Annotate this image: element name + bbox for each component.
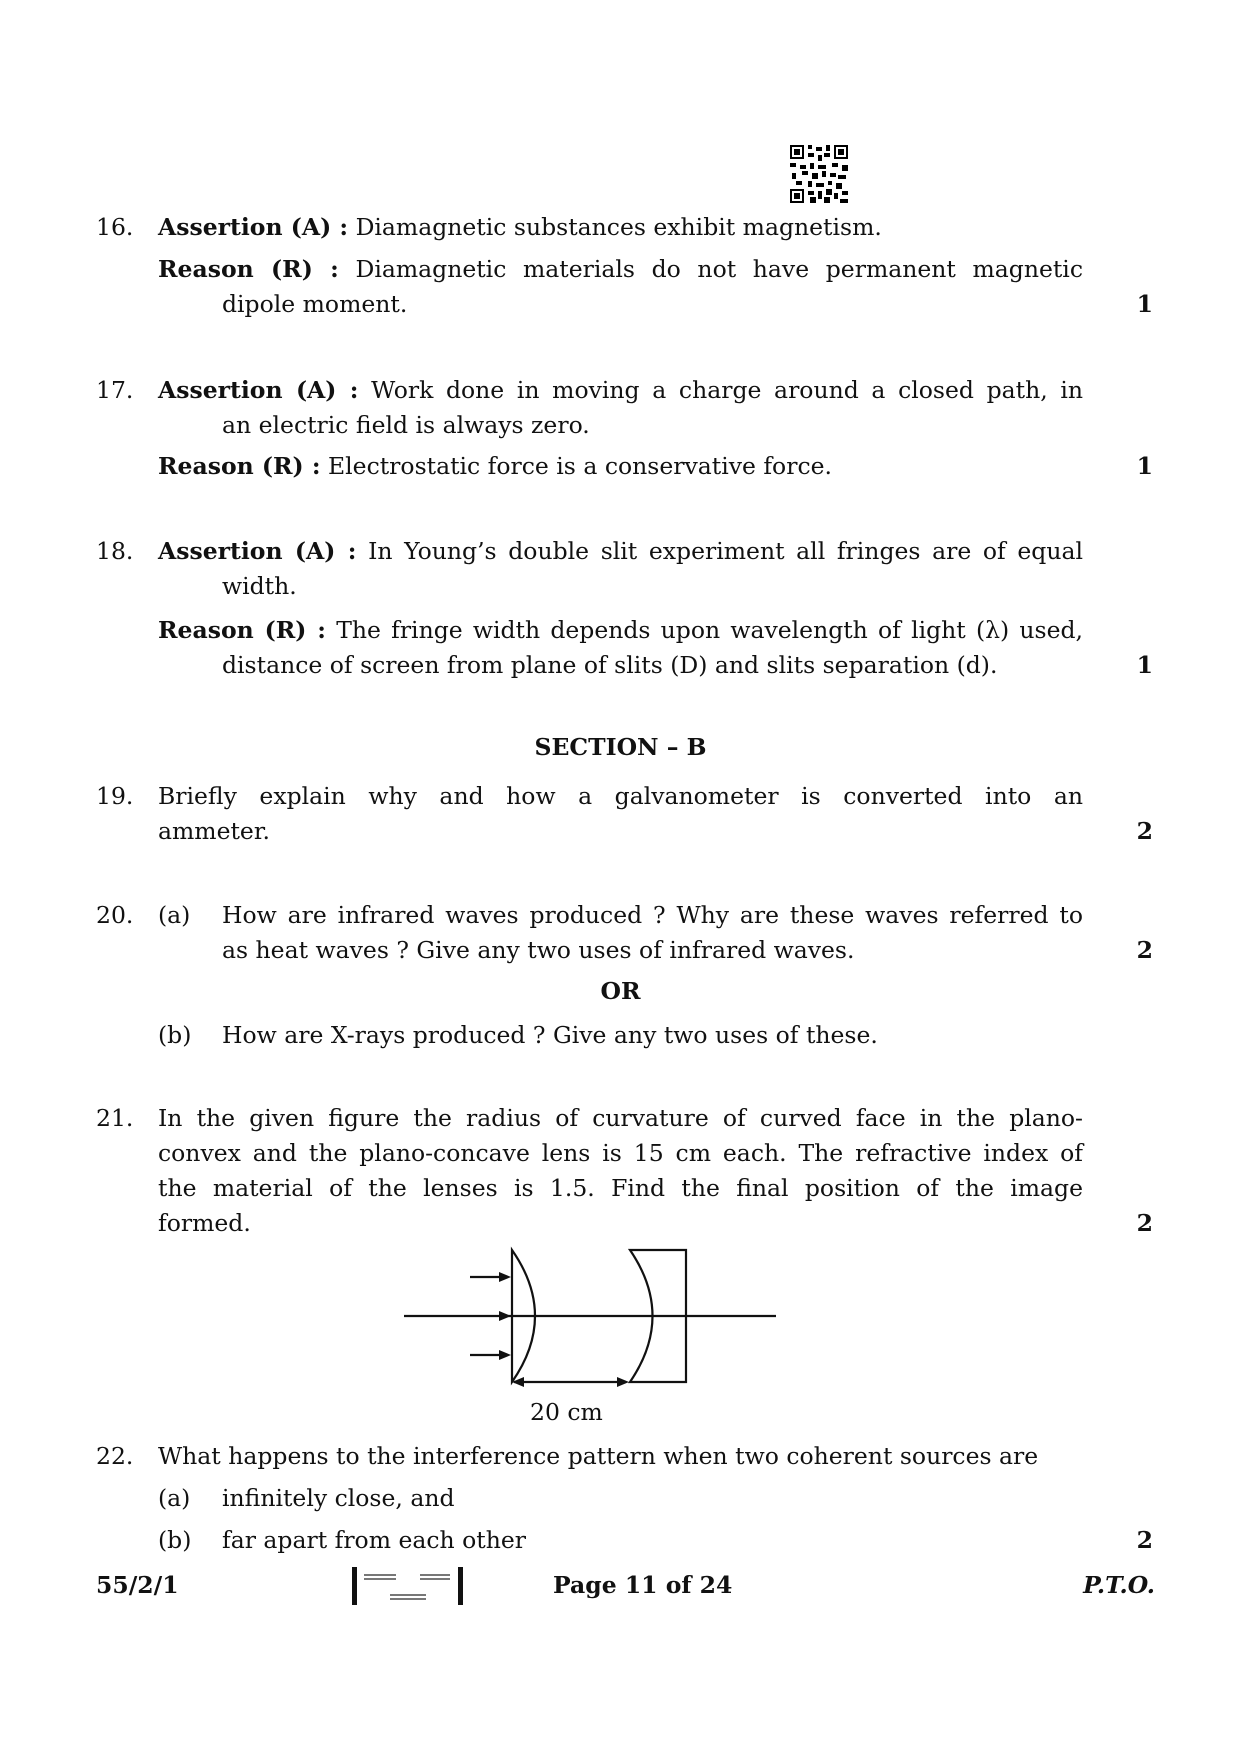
assertion-label: Assertion (A) : [158, 376, 359, 404]
marks: 2 [1136, 1526, 1153, 1554]
barcode-icon [350, 1565, 466, 1607]
assertion-text: Work done in moving a charge around a closed path, in [371, 376, 1084, 404]
question-number: 20. [96, 901, 134, 929]
part-b-text: How are X-rays produced ? Give any two uses of these. [222, 1021, 878, 1049]
assertion-label: Assertion (A) : [158, 537, 357, 565]
arrow-head-icon [499, 1350, 511, 1360]
page-number: Page 11 of 24 [553, 1571, 733, 1599]
part-b-label: (b) [158, 1021, 192, 1049]
part-a-text: infinitely close, and [222, 1484, 455, 1512]
lens-diagram [400, 1240, 780, 1420]
or-divider: OR [600, 977, 641, 1005]
arrow-head-icon [617, 1377, 629, 1387]
arrow-head-icon [499, 1272, 511, 1282]
please-turn-over: P.T.O. [1083, 1571, 1155, 1599]
assertion-text: Diamagnetic substances exhibit magnetism. [355, 213, 882, 241]
marks: 1 [1136, 290, 1153, 318]
part-b-text: far apart from each other [222, 1526, 527, 1554]
reason-label: Reason (R) : [158, 616, 326, 644]
part-a-label: (a) [158, 1484, 191, 1512]
reason-text: Diamagnetic materials do not have permanent magnetic [355, 255, 1083, 283]
question-text-cont: ammeter. [158, 817, 270, 845]
question-number: 21. [96, 1104, 134, 1132]
reason-label: Reason (R) : [158, 255, 339, 283]
question-text-line-1: In the given figure the radius of curvature of curved face in the plano- [158, 1104, 1083, 1132]
part-a-label: (a) [158, 901, 191, 929]
reason-text-cont: distance of screen from plane of slits (D) and slits separation (d). [222, 651, 998, 679]
question-text: Briefly explain why and how a galvanometer is converted into an [158, 782, 1083, 810]
question-number: 18. [96, 537, 134, 565]
part-a-text: How are infrared waves produced ? Why are these waves referred to [222, 901, 1083, 929]
part-b-label: (b) [158, 1526, 192, 1554]
reason-label: Reason (R) : [158, 452, 321, 480]
assertion-text-cont: an electric field is always zero. [222, 411, 590, 439]
qr-code-icon [790, 145, 848, 203]
section-title: SECTION – B [534, 733, 707, 761]
arrow-head-icon [499, 1311, 511, 1321]
question-text-line-2: convex and the plano-concave lens is 15 cm each. The refractive index of [158, 1139, 1083, 1167]
assertion-text: In Young’s double slit experiment all fringes are of equal [368, 537, 1083, 565]
question-text-line-4: formed. [158, 1209, 251, 1237]
assertion-text-cont: width. [222, 572, 297, 600]
marks: 2 [1136, 1209, 1153, 1237]
marks: 2 [1136, 817, 1153, 845]
question-number: 16. [96, 213, 134, 241]
part-a-text-cont: as heat waves ? Give any two uses of infrared waves. [222, 936, 855, 964]
marks: 2 [1136, 936, 1153, 964]
question-number: 19. [96, 782, 134, 810]
reason-text-cont: dipole moment. [222, 290, 408, 318]
paper-code: 55/2/1 [96, 1571, 179, 1599]
figure-distance-label: 20 cm [530, 1398, 603, 1426]
reason-text: Electrostatic force is a conservative force. [328, 452, 832, 480]
marks: 1 [1136, 452, 1153, 480]
question-number: 17. [96, 376, 134, 404]
marks: 1 [1136, 651, 1153, 679]
question-number: 22. [96, 1442, 134, 1470]
assertion-label: Assertion (A) : [158, 213, 349, 241]
question-text: What happens to the interference pattern when two coherent sources are [158, 1442, 1039, 1470]
reason-text: The fringe width depends upon wavelength of light (λ) used, [336, 616, 1083, 644]
question-text-line-3: the material of the lenses is 1.5. Find the final position of the image [158, 1174, 1083, 1202]
